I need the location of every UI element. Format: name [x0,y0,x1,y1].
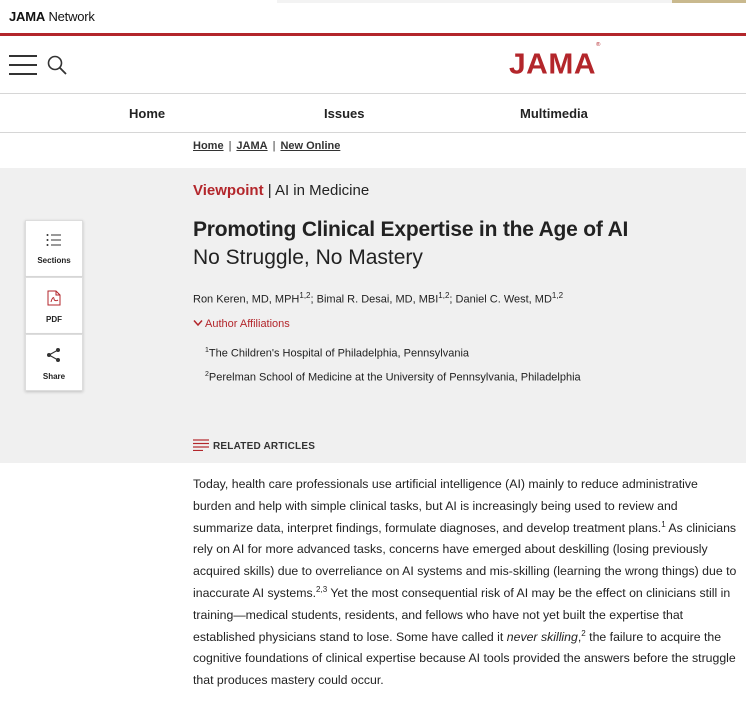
share-button[interactable]: Share [25,334,83,391]
jama-network-logo[interactable]: JAMA Network [9,9,95,24]
affiliation-item: $^1$The Children's Hospital of Philadelphia, Pennsylvania [205,347,470,360]
article-type[interactable]: Viewpoint [193,182,264,199]
author-list: Ron Keren, MD, MPH$^{1,2}$; Bimal R. Desai, MD, MBI$^{1,2}$; Daniel C. West, MD$^{1,2}$ [193,291,564,306]
list-icon [46,234,62,251]
related-list-icon [193,439,209,454]
chevron-down-icon [193,319,205,330]
main-nav [0,95,746,133]
breadcrumb-home[interactable]: Home [193,140,224,152]
citation-link[interactable]: 1 [661,519,666,529]
pdf-icon [46,293,62,310]
affiliation-item: $^2$Perelman School of Medicine at the University of Pennsylvania, Philadelphia [205,371,581,384]
ad-banner[interactable] [277,0,746,3]
author-name[interactable]: Bimal R. Desai, MD, MBI [316,293,439,306]
breadcrumb-new-online[interactable]: New Online [280,140,341,152]
ad-image[interactable] [672,0,746,3]
article-kicker: Viewpoint | AI in Medicine [193,182,370,199]
article-tools [25,220,83,391]
article-subtitle: No Struggle, No Mastery [193,246,423,269]
article-header-band [0,168,746,463]
network-bar [0,0,746,33]
menu-icon[interactable] [9,55,37,75]
nav-multimedia[interactable]: Multimedia [520,106,588,121]
author-name[interactable]: Daniel C. West, MD [455,293,552,306]
article-body-paragraph: Today, health care professionals use artificial intelligence (AI) mainly to reduce administrative burden and help with simple clinical tasks, but AI is increasingly being used to review and summarize data, interpret findings, formulate diagnoses, and develop treatment plans.$^1$ As clinicians rely on AI for more advanced tasks, concerns have emerged about deskilling (losing previously acquired skills) due to overreliance on AI systems and mis-skilling (learning the wrong things) due to inaccurate AI systems.$^{2,3}$ Yet the most consequential risk of AI may be the effect on clinicians still in training—medical students, residents, and fellows who have not yet built the expertise that established physicians stand to lose. Some have called it never skilling,$^2$ the failure to acquire the cognitive foundations of clinical expertise because AI tools provided the answers before the struggle that produces mastery could occur. [193,477,737,688]
site-header [0,36,746,94]
citation-link[interactable]: 2 [581,628,586,638]
author-name[interactable]: Ron Keren, MD, MPH [193,293,300,306]
related-articles-link[interactable]: RELATED ARTICLES [193,439,315,454]
author-affiliations-toggle[interactable]: Author Affiliations [193,318,290,330]
citation-link[interactable]: 2,3 [316,584,328,594]
breadcrumb: Home | JAMA | New Online [193,140,341,152]
breadcrumb-jama[interactable]: JAMA [236,140,268,152]
jama-logo[interactable]: JAMA® [509,42,601,81]
nav-home[interactable]: Home [129,106,166,121]
share-icon [46,350,62,367]
pdf-button[interactable]: PDF [25,277,83,334]
nav-issues[interactable]: Issues [324,106,365,121]
article-topic[interactable]: AI in Medicine [274,182,370,199]
search-icon[interactable] [46,54,68,76]
article-title: Promoting Clinical Expertise in the Age of AI [193,218,629,241]
sections-button[interactable]: Sections [25,220,83,277]
